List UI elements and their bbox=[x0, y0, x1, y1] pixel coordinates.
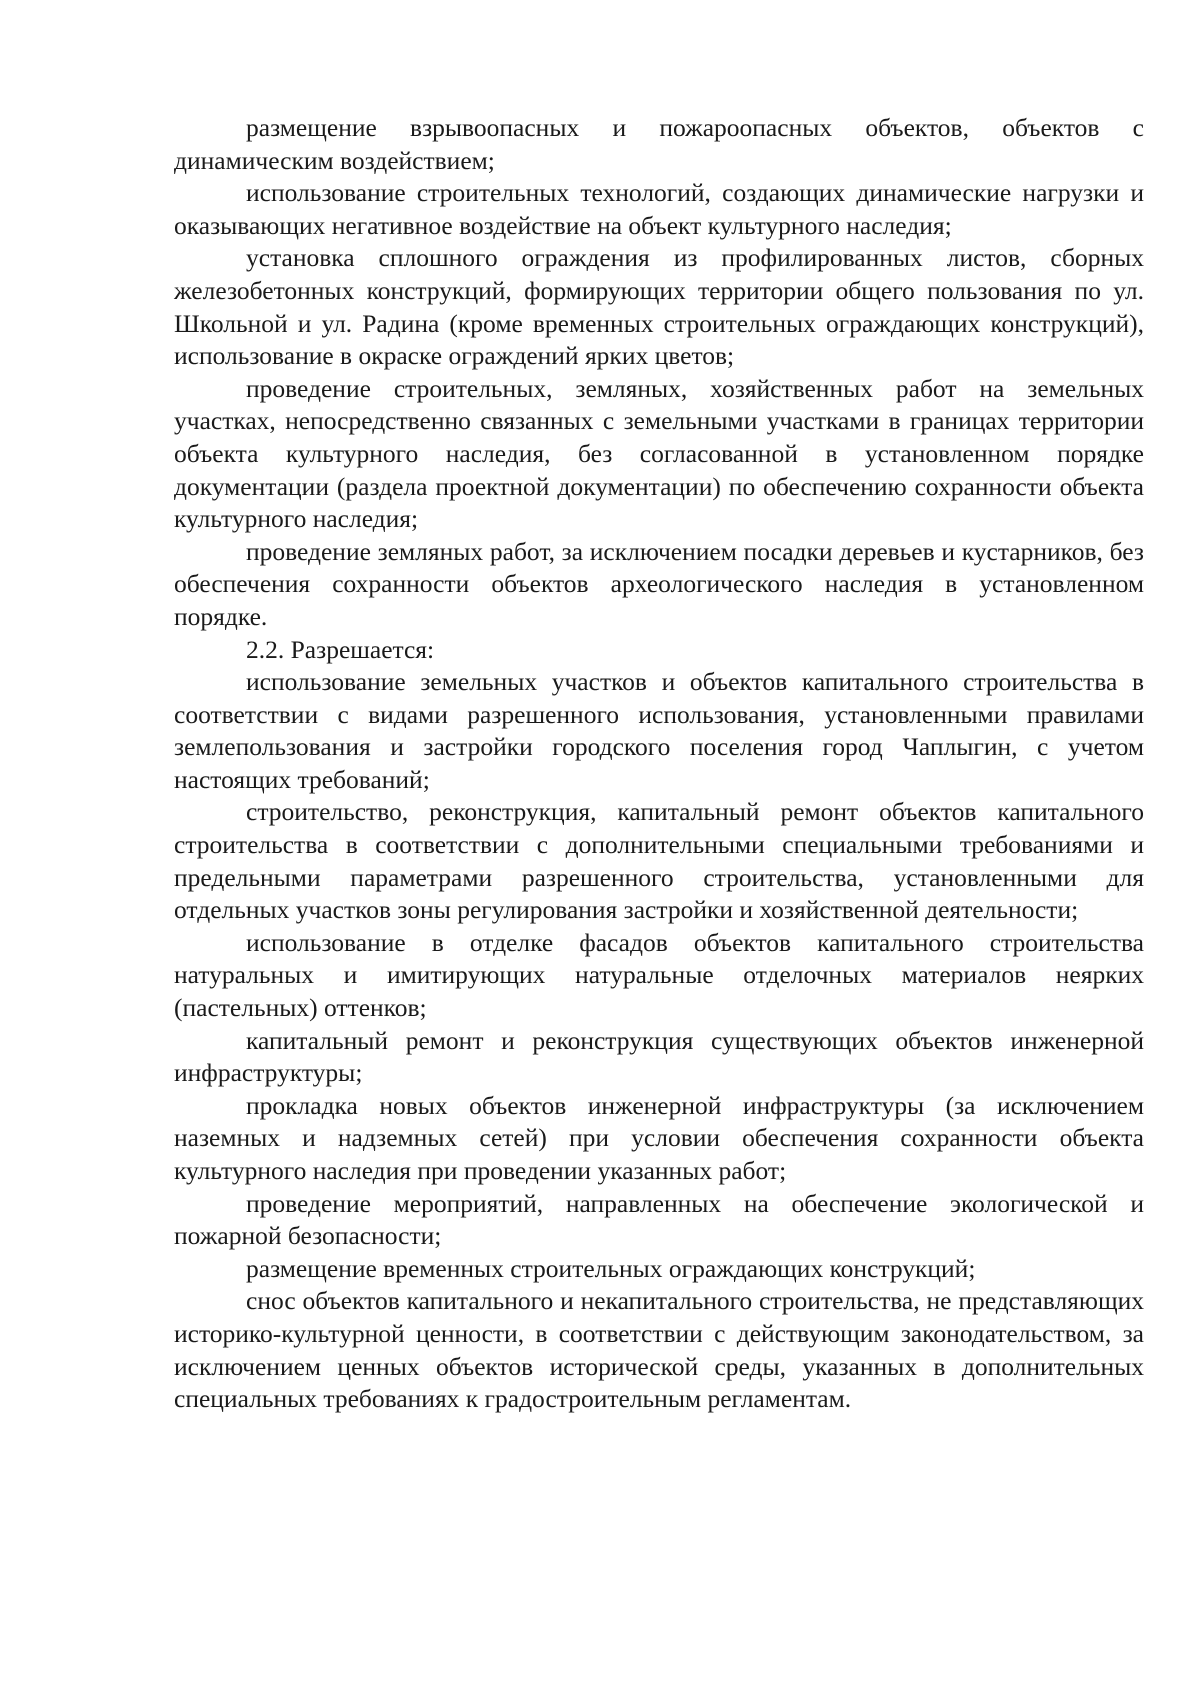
paragraph-permitted-demolition: снос объектов капитального и некапитального строительства, не представляющих историко-культурной ценности, в соответствии с действующим законодательством, за исключением ценных объектов исторической среды, указанных в дополнительных специальных требованиях к градостроительным регламентам. bbox=[174, 1286, 1144, 1414]
paragraph-permitted-safety-measures: проведение мероприятий, направленных на обеспечение экологической и пожарной безопасности; bbox=[174, 1188, 1144, 1251]
paragraph-permitted-infrastructure-repair: капитальный ремонт и реконструкция существующих объектов инженерной инфраструктуры; bbox=[174, 1025, 1144, 1088]
paragraph-prohibition-unapproved-works: проведение строительных, земляных, хозяйственных работ на земельных участках, непосредственно связанных с земельными участками в границах территории объекта культурного наследия, без согласованной в установленном порядке документации (раздела проектной документации) по обеспечению сохранности объекта культурного наследия; bbox=[174, 373, 1144, 534]
section-heading-permitted: 2.2. Разрешается: bbox=[246, 634, 435, 664]
paragraph-permitted-new-infrastructure: прокладка новых объектов инженерной инфраструктуры (за исключением наземных и надземных сетей) при условии обеспечения сохранности объекта культурного наследия при проведении указанных работ; bbox=[174, 1090, 1144, 1185]
paragraph-permitted-temporary-fencing: размещение временных строительных ограждающих конструкций; bbox=[246, 1253, 976, 1283]
document-page bbox=[174, 112, 1144, 1416]
paragraph-permitted-facade-finishing: использование в отделке фасадов объектов капитального строительства натуральных и имитирующих натуральные отделочных материалов неярких (пастельных) оттенков; bbox=[174, 927, 1144, 1023]
paragraph-prohibition-earthworks: проведение земляных работ, за исключением посадки деревьев и кустарников, без обеспечения сохранности объектов археологического наследия в установленном порядке. bbox=[174, 536, 1144, 631]
paragraph-permitted-land-use: использование земельных участков и объектов капитального строительства в соответствии с видами разрешенного использования, установленными правилами землепользования и застройки городского поселения город Чаплыгин, с учетом настоящих требований; bbox=[174, 667, 1144, 794]
paragraph-prohibition-explosive-objects: размещение взрывоопасных и пожароопасных объектов, объектов с динамическим воздействием; bbox=[174, 113, 1144, 175]
paragraph-prohibition-solid-fencing: установка сплошного ограждения из профилированных листов, сборных железобетонных конструкций, формирующих территории общего пользования по ул. Школьной и ул. Радина (кроме временных строительных ограждающих конструкций), использование в окраске ограждений ярких цветов; bbox=[174, 243, 1144, 371]
paragraph-permitted-construction: строительство, реконструкция, капитальный ремонт объектов капитального строительства в соответствии с дополнительными специальными требованиями и предельными параметрами разрешенного строительства, установленными для отдельных участков зоны регулирования застройки и хозяйственной деятельности; bbox=[174, 797, 1144, 925]
paragraph-prohibition-dynamic-technologies: использование строительных технологий, создающих динамические нагрузки и оказывающих негативное воздействие на объект культурного наследия; bbox=[174, 178, 1144, 240]
